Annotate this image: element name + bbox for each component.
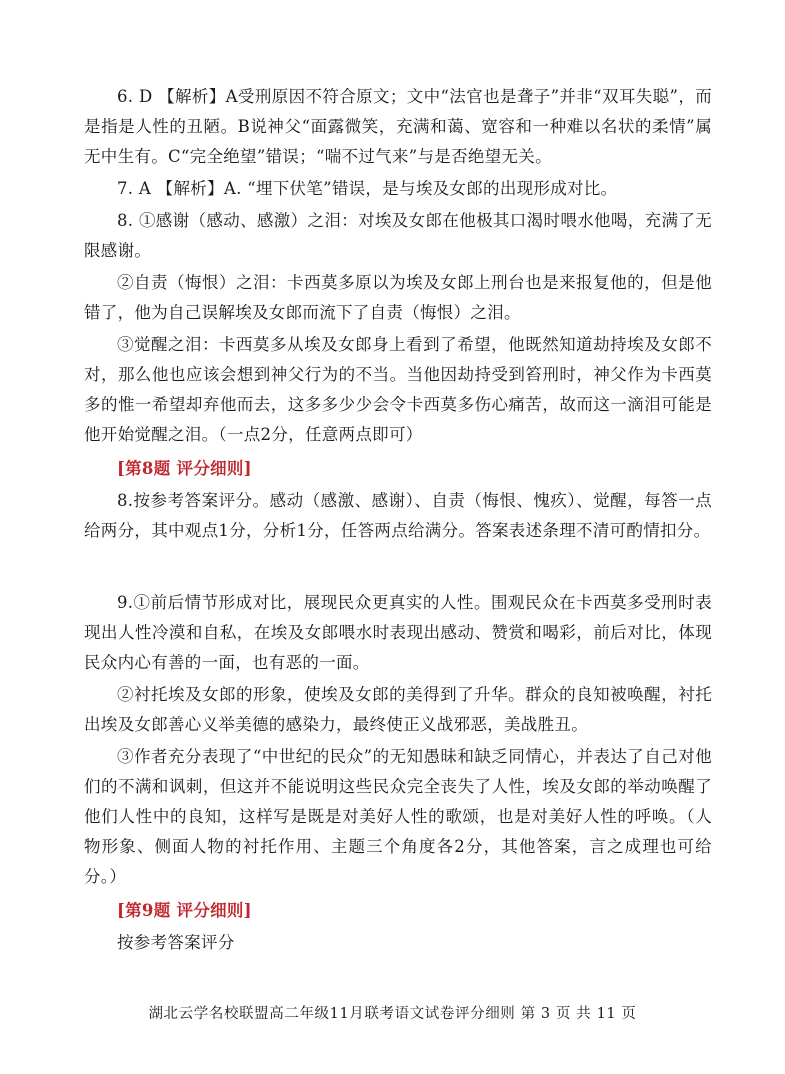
q9-point-3: ③作者充分表现了“中世纪的民众”的无知愚昧和缺乏同情心，并表达了自己对他们的不满和讽刺，但这并不能说明这些民众完全丧失了人性，埃及女郎的举动唤醒了他们人性中的良知，这样写是既是对美好人性的歌颂，也是对美好人性的呼唤。（人物形象、侧面人物的衬托作用、主题三个角度各2分，其他答案，言之成理也可给分。）: [84, 747, 712, 886]
section-spacer: [84, 548, 712, 588]
q9-point-2: ②衬托埃及女郎的形象，使埃及女郎的美得到了升华。群众的良知被唤醒，衬托出埃及女郎善心义举美德的感染力，最终使正义战邪恶，美战胜丑。: [84, 685, 712, 734]
answer-key-content: [84, 82, 712, 960]
q9-rubric-text: 按参考答案评分: [117, 933, 235, 952]
q8-point-2: ②自责（悔恨）之泪：卡西莫多原以为埃及女郎上刑台也是来报复他的，但是他错了，他为自己误解埃及女郎而流下了自责（悔恨）之泪。: [84, 273, 712, 322]
q8-rubric-heading: [第8题 评分细则]: [117, 459, 252, 478]
q8-point-3: ③觉醒之泪：卡西莫多从埃及女郎身上看到了希望，他既然知道劫持埃及女郎不对，那么他也应该会想到神父行为的不当。当他因劫持受到笞刑时，神父作为卡西莫多的惟一希望却弃他而去，这多多少少会令卡西莫多伤心痛苦，故而这一滴泪可能是他开始觉醒之泪。（一点2分，任意两点即可）: [84, 335, 712, 444]
q9-rubric-heading: [第9题 评分细则]: [117, 901, 252, 920]
q8-rubric-text: 8.按参考答案评分。感动（感激、感谢）、自责（悔恨、愧疚）、觉醒，每答一点给两分，其中观点1分，分析1分，任答两点给满分。答案表述条理不清可酌情扣分。: [84, 491, 712, 540]
q7-answer: 7. A 【解析】A. “埋下伏笔”错误，是与埃及女郎的出现形成对比。: [117, 179, 618, 198]
page-footer: 湖北云学名校联盟高二年级11月联考语文试卷评分细则 第 3 页 共 11 页: [148, 1006, 637, 1022]
q9-point-1: 9.①前后情节形成对比，展现民众更真实的人性。围观民众在卡西莫多受刑时表现出人性冷漠和自私，在埃及女郎喂水时表现出感动、赞赏和喝彩，前后对比，体现民众内心有善的一面，也有恶的一面。: [84, 593, 712, 672]
q6-answer: 6. D 【解析】A受刑原因不符合原文；文中“法官也是聋子”并非“双耳失聪”，而是指是人性的丑陋。B说神父“面露微笑，充满和蔼、宽容和一种难以名状的柔情”属无中生有。C“完全绝望”错误；“喘不过气来”与是否绝望无关。: [84, 87, 712, 166]
q8-point-1: 8. ①感谢（感动、感激）之泪：对埃及女郎在他极其口渴时喂水他喝，充满了无限感谢。: [84, 211, 712, 260]
